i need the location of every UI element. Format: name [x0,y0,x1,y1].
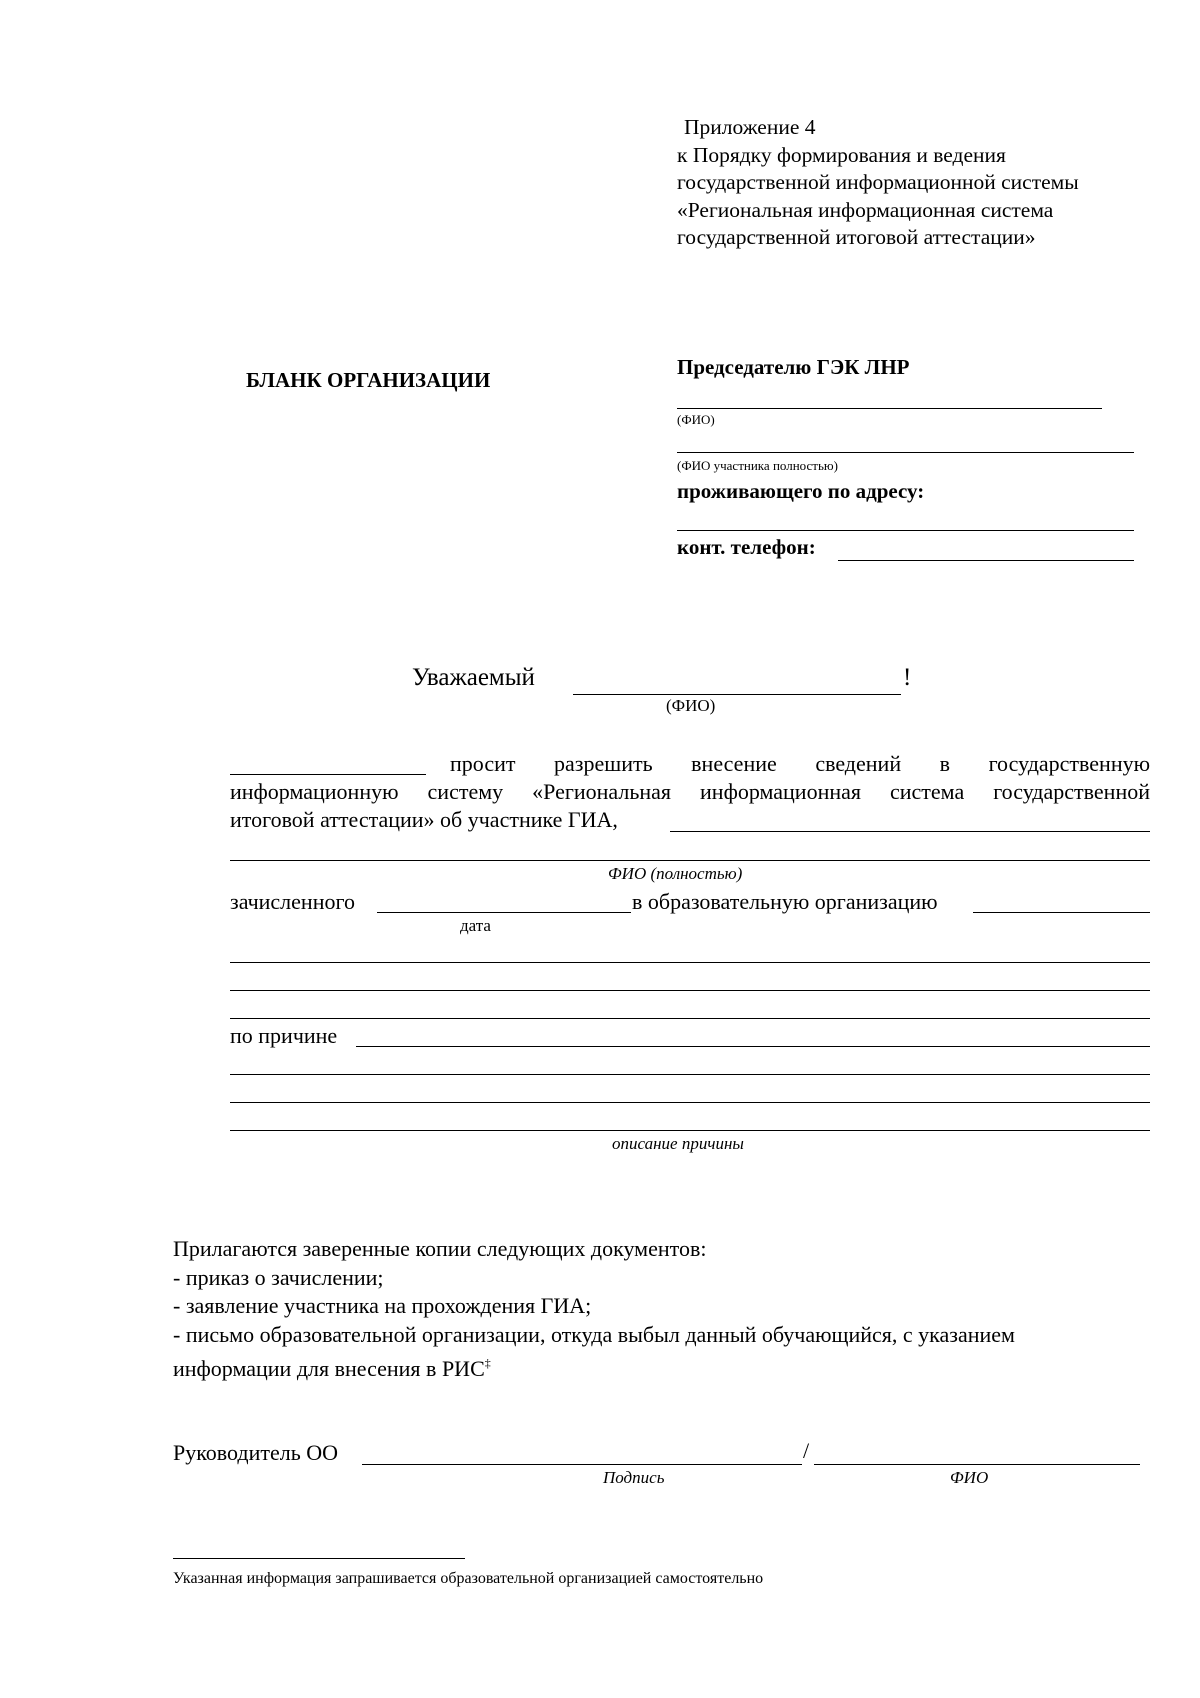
phone-line [838,560,1134,561]
appendix-line: государственной информационной системы [677,170,1079,194]
request-word: государственную [988,751,1151,776]
director-fio-caption: ФИО [950,1468,989,1487]
phone-label: конт. телефон: [677,535,816,559]
reason-line [230,1074,1150,1075]
participant-name-line-2 [230,860,1150,861]
request-word: сведений [815,751,902,776]
addressee-title: Председателю ГЭК ЛНР [677,355,910,379]
footnote-text: Указанная информация запрашивается образовательной организацией самостоятельно [173,1570,764,1587]
request-word: внесение [691,751,777,776]
appendix-line: к Порядку формирования и ведения [677,142,1006,167]
address-line [677,530,1134,531]
salutation-fio-caption: (ФИО) [666,696,716,715]
attachments-block [173,1235,1173,1384]
request-word: разрешить [554,751,653,776]
director-fio-line [814,1464,1140,1465]
footnote-separator [173,1558,465,1559]
request-line-1 [450,750,1150,778]
salutation-text: Уважаемый [412,664,535,691]
participant-fio-line [677,452,1134,453]
date-caption: дата [460,916,491,935]
chairman-fio-line [677,408,1102,409]
salutation-fio-line [573,694,901,695]
participant-fio-caption: (ФИО участника полностью) [677,458,838,473]
director-label: Руководитель ОО [173,1440,339,1465]
organization-name-line [230,774,426,775]
signature-caption: Подпись [603,1468,665,1487]
blank-line [230,1018,1150,1019]
blank-line [230,962,1150,963]
address-label: проживающего по адресу: [677,479,925,503]
blank-line [230,990,1150,991]
footnote-mark[interactable]: ‡ [484,1356,491,1370]
reason-line [230,1130,1150,1131]
request-line-2: информационную систему «Региональная информационная система государственной [230,779,1150,804]
attachment-item-last [173,1349,1173,1384]
attachment-item: - приказ о зачислении; [173,1264,384,1290]
appendix-line: государственной итоговой аттестации» [677,225,1036,249]
appendix-line: «Региональная информационная система [677,197,1054,222]
reason-label: по причине [230,1023,338,1048]
appendix-header [677,114,1177,252]
attachment-last-text: информации для внесения в РИС [173,1356,485,1381]
attachment-item: - заявление участника на прохождения ГИА; [173,1293,592,1318]
participant-name-line [670,831,1150,832]
enrollment-date-line [377,912,631,913]
participant-fio-caption-italic: ФИО (полностью) [608,864,743,883]
reason-line [356,1046,1150,1047]
org-label: в образовательную организацию [632,889,938,914]
chairman-fio-caption: (ФИО) [677,412,715,427]
attachment-item: - письмо образовательной организации, откуда выбыл данный обучающийся, с указанием [173,1321,1015,1347]
enrolled-label: зачисленного [230,889,355,914]
attachments-intro: Прилагаются заверенные копии следующих документов: [173,1236,707,1261]
reason-line [230,1102,1150,1103]
request-word: просит [450,751,516,776]
reason-caption: описание причины [612,1134,744,1153]
salutation-exclamation: ! [903,664,912,691]
request-word: в [939,751,951,776]
org-name-line [973,912,1150,913]
appendix-line: Приложение 4 [684,115,816,139]
request-line-3: итоговой аттестации» об участнике ГИА, [230,807,618,832]
organization-blank-label: БЛАНК ОРГАНИЗАЦИИ [246,368,491,392]
signature-slash: / [803,1438,810,1463]
signature-line [362,1464,802,1465]
